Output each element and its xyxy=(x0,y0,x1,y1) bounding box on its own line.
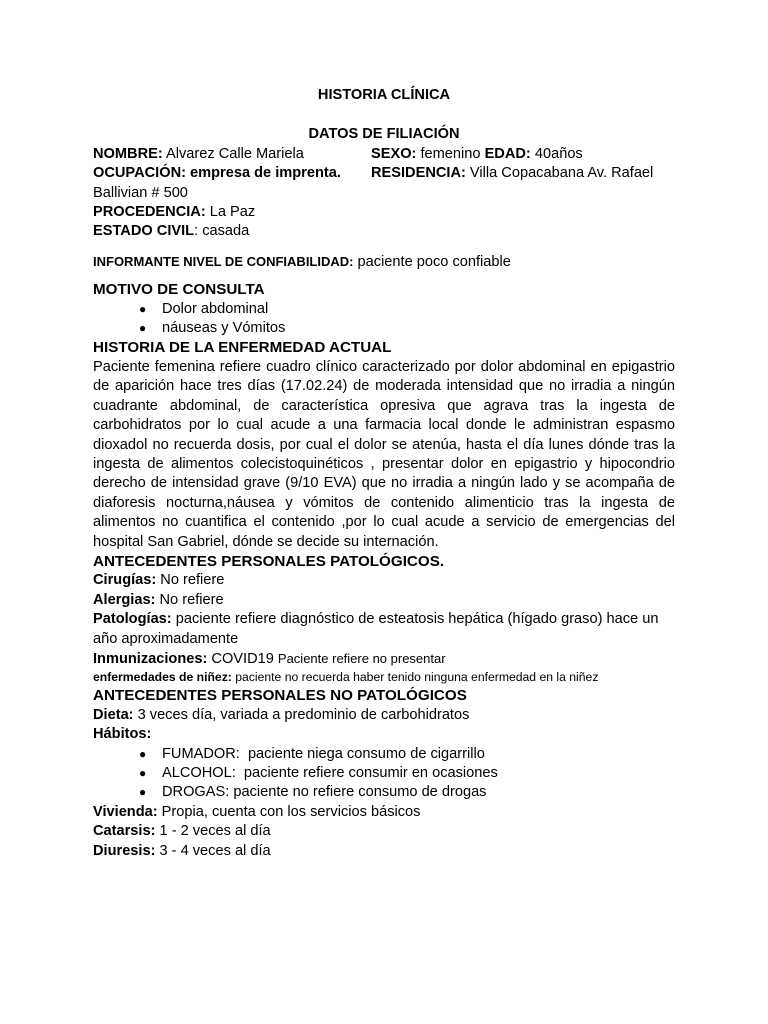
document-title: HISTORIA CLÍNICA xyxy=(317,87,451,103)
motivo-list xyxy=(93,300,675,339)
habitos-label: Hábitos: xyxy=(93,726,152,743)
alergias-field: Alergias: No refiere xyxy=(93,591,224,608)
list-item: ● DROGAS: paciente no refiere consumo de drogas xyxy=(139,783,675,802)
bullet-icon: ● xyxy=(139,301,147,316)
hea-paragraph: Paciente femenina refiere cuadro clínico caracterizado por dolor abdominal en epigastrio de aparición hace tres días (17.02.24) de moderada intensidad que no irradia a ningún cuadrante abdominal, de característica opresiva que agrava tras la ingesta de carbohidratos por lo cual acude a una farmacia local donde le administran espasmo dioxadol no recuerda dosis, por cual el dolor se atenúa, hasta el día lunes dónde tras la ingesta de alimentos colecistoquinéticos , presentar dolor en epigastrio y hipocondrio derecho de intensidad grave (9/10 EVA) que no irradia a ningún lado y se acompaña de diaforesis nocturna,náusea y vómitos de contenido alimenticio tras la ingesta de alimentos no cuantifica el contenido ,por lo cual acude a servicio de emergencias del hospital San Gabriel, dónde se decide su internación. xyxy=(93,358,675,550)
catarsis-field: Catarsis: 1 - 2 veces al día xyxy=(93,823,271,840)
inmunizaciones-field: Inmunizaciones: COVID19 Paciente refiere no presentar xyxy=(93,650,446,667)
residencia-continuation: Ballivian # 500 xyxy=(93,184,188,201)
bullet-icon: ● xyxy=(139,766,147,780)
list-item: ● ALCOHOL: paciente refiere consumir en ocasiones xyxy=(139,764,675,783)
nombre-sexo-row xyxy=(93,145,675,164)
bullet-icon: ● xyxy=(139,746,147,761)
section-filiacion-heading: DATOS DE FILIACIÓN xyxy=(308,126,460,143)
procedencia-field: PROCEDENCIA: La Paz xyxy=(93,204,256,221)
document-page xyxy=(93,86,675,861)
patologias-field: Patologías: paciente refiere diagnóstico de esteatosis hepática (hígado graso) hace un año aproximadamente xyxy=(93,611,659,647)
motivo-heading: MOTIVO DE CONSULTA xyxy=(93,281,265,299)
sexo-edad-field: SEXO: femenino EDAD: 40años xyxy=(371,145,583,162)
residencia-field: RESIDENCIA: Villa Copacabana Av. Rafael xyxy=(371,165,654,182)
app-heading: ANTECEDENTES PERSONALES PATOLÓGICOS. xyxy=(93,552,445,570)
vivienda-field: Vivienda: Propia, cuenta con los servicios básicos xyxy=(93,803,421,820)
bullet-icon: ● xyxy=(139,321,147,336)
diuresis-field: Diuresis: 3 - 4 veces al día xyxy=(93,842,271,859)
ocupacion-field: OCUPACIÓN: empresa de imprenta. xyxy=(93,165,341,182)
list-item: ● FUMADOR: paciente niega consumo de cigarrillo xyxy=(139,745,675,764)
cirugias-field: Cirugías: No refiere xyxy=(93,572,225,589)
estado-civil-field: ESTADO CIVIL: casada xyxy=(93,223,250,240)
habitos-list xyxy=(93,745,675,803)
nombre-field: NOMBRE: Alvarez Calle Mariela xyxy=(93,145,304,162)
informante-field: INFORMANTE NIVEL DE CONFIABILIDAD: paciente poco confiable xyxy=(93,253,511,270)
list-item: ● Dolor abdominal xyxy=(139,300,675,319)
ninez-field: enfermedades de niñez: paciente no recuerda haber tenido ninguna enfermedad en la niñez xyxy=(93,670,599,685)
ocupacion-residencia-row xyxy=(93,164,675,183)
list-item: ● náuseas y Vómitos xyxy=(139,319,675,338)
bullet-icon: ● xyxy=(139,785,147,800)
dieta-field: Dieta: 3 veces día, variada a predominio de carbohidratos xyxy=(93,706,470,723)
apnp-heading: ANTECEDENTES PERSONALES NO PATOLÓGICOS xyxy=(93,687,467,705)
hea-heading: HISTORIA DE LA ENFERMEDAD ACTUAL xyxy=(93,339,392,357)
